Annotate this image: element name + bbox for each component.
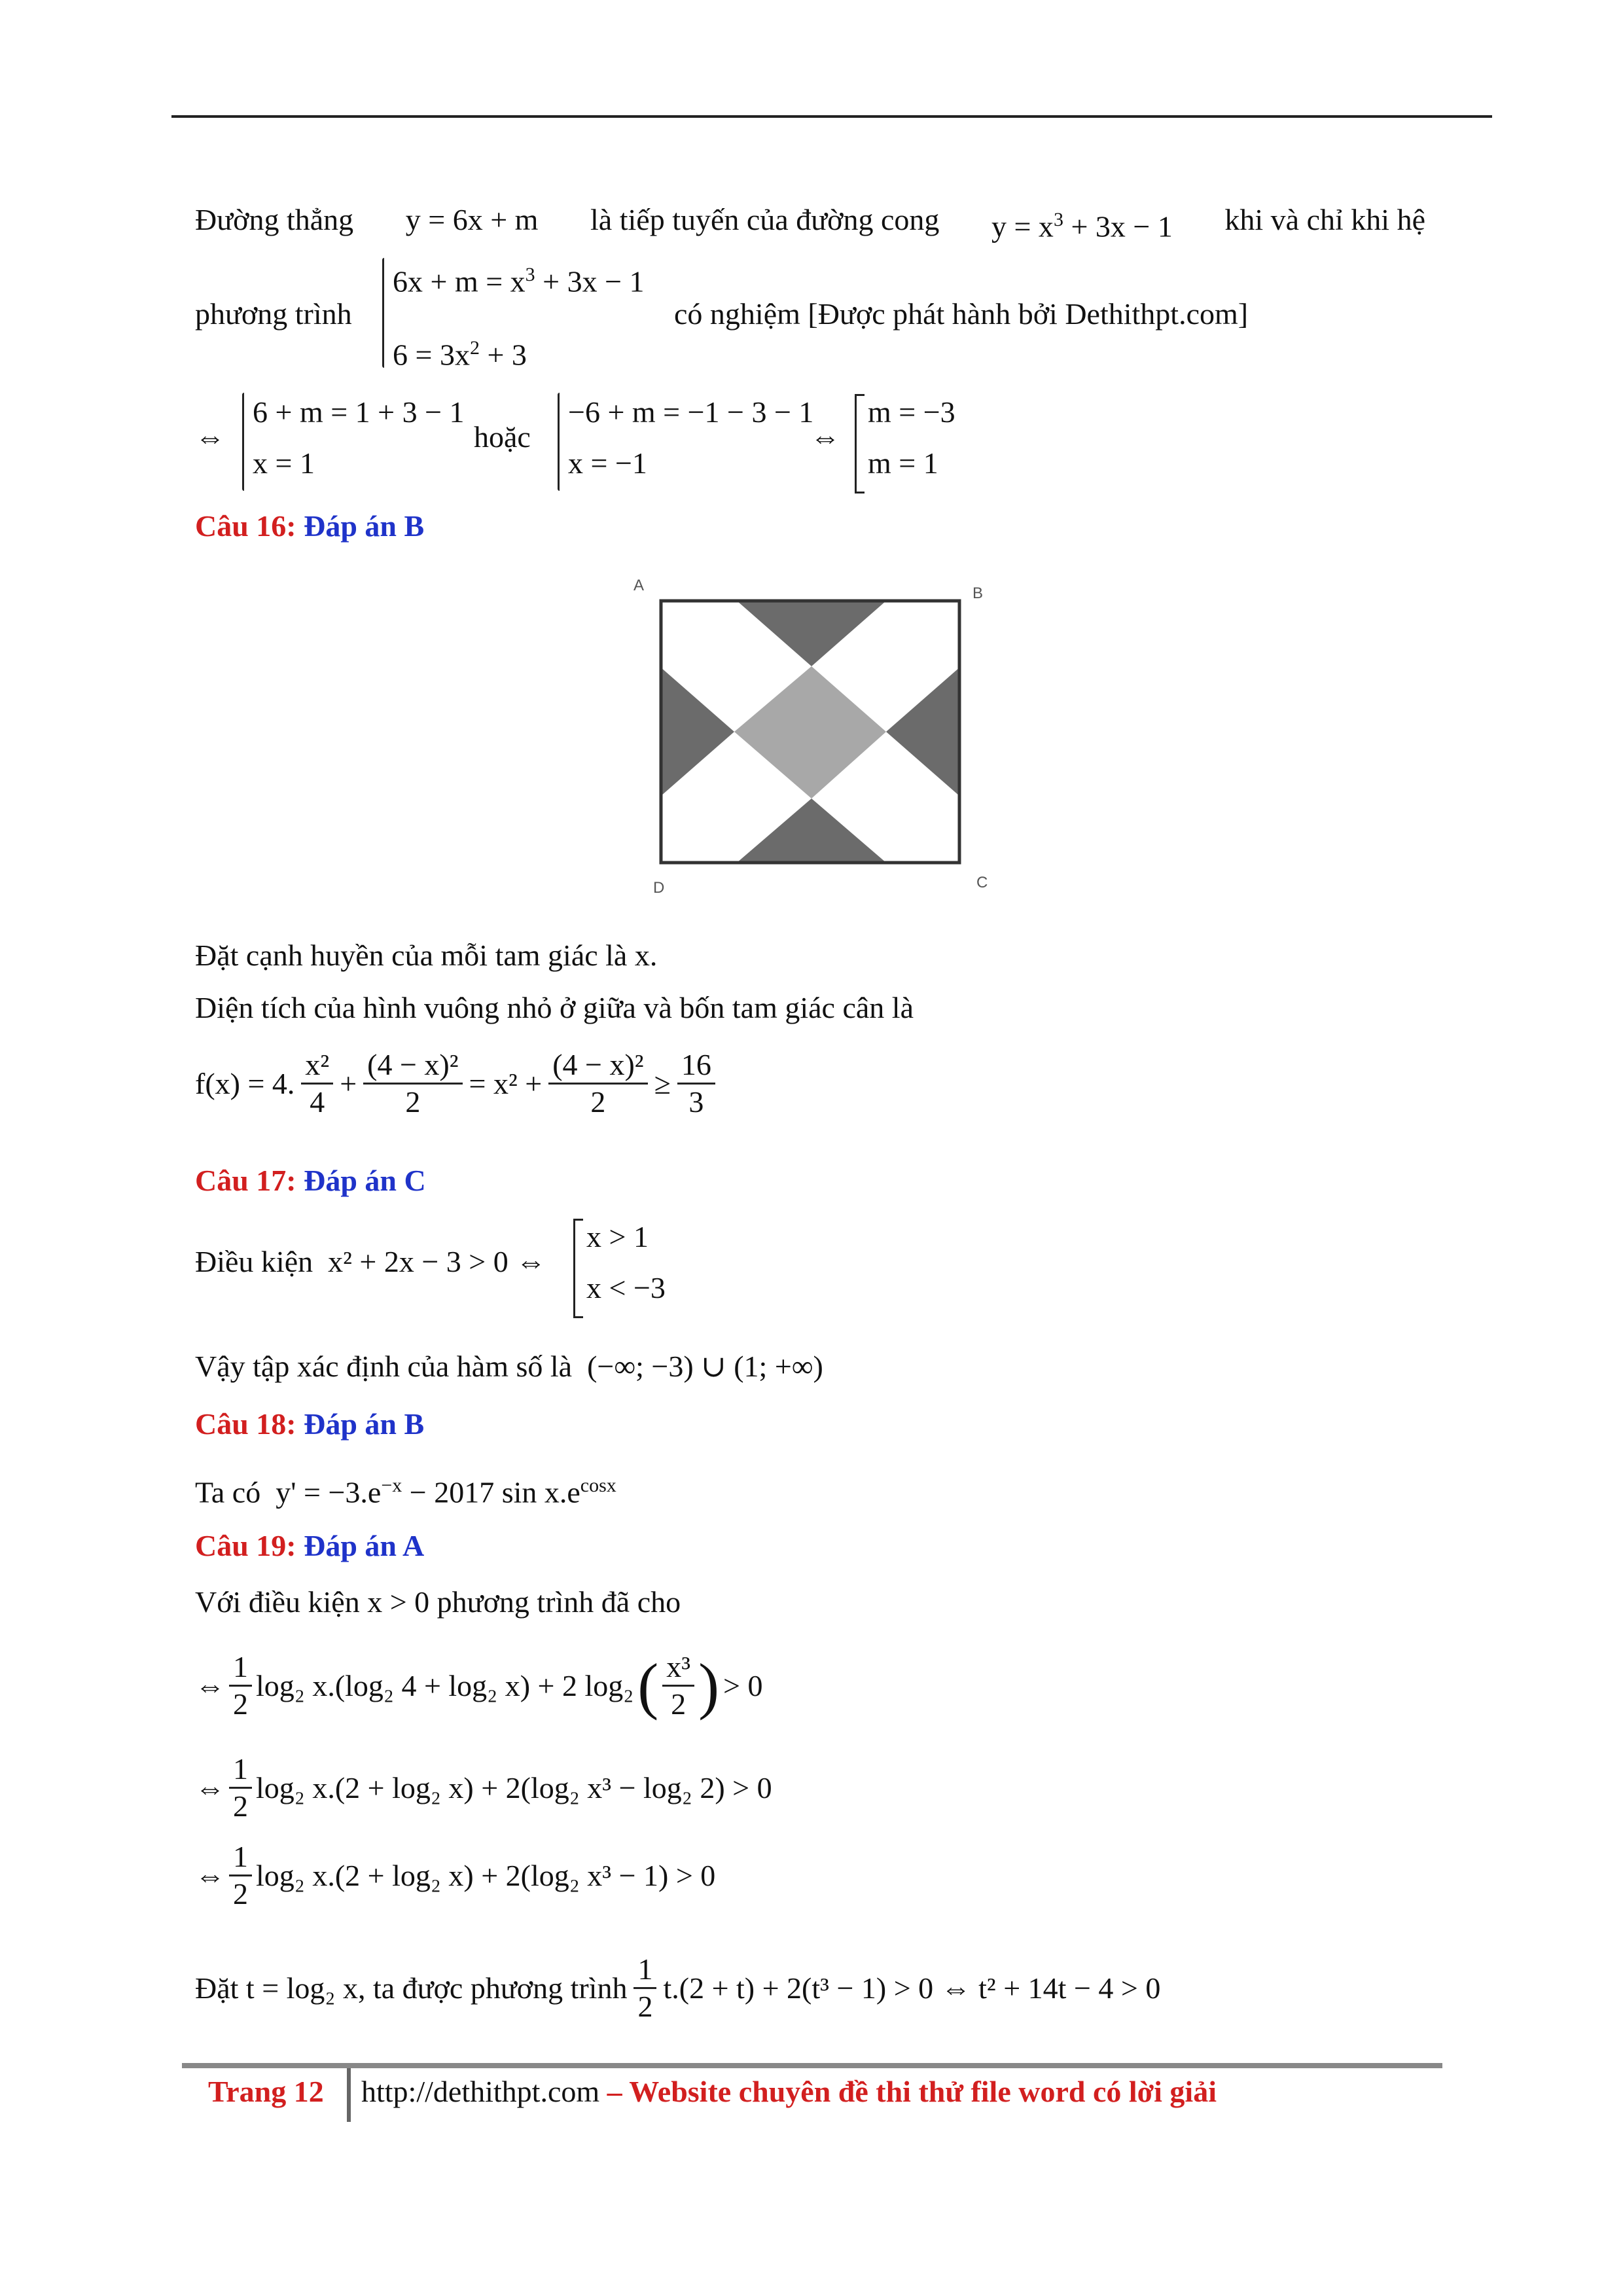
square-diagram	[630, 576, 996, 897]
footer-divider	[347, 2068, 351, 2122]
line1-c: khi và chỉ khi hệ	[1224, 203, 1425, 236]
or-text: hoặc	[474, 420, 531, 454]
q18-derivative: Ta có $y' = -3.e^{-x} - 2017$ $\sin x.e^{cosx}$	[195, 1475, 616, 1509]
q17-condition: Điều kiện x² + 2x − 3 > 0 ⇔	[195, 1245, 546, 1278]
q17-bracket	[573, 1219, 583, 1318]
line1-b: là tiếp tuyến của đường cong	[590, 203, 940, 236]
question-16-heading: Câu 16: Đáp án B	[195, 509, 425, 543]
system1-row1: $6x + m = x^3 + 3x - 1$	[393, 264, 645, 298]
label-D: D	[653, 879, 665, 897]
equiv-arrow-1: ⇔	[195, 420, 225, 454]
label-B: B	[972, 584, 984, 602]
q19-step-1: ⇔ $\frac{1}{2}$ log₂ x.(log₂ 4 + log₂ x) + 2 log₂ ( $\frac{\text{x³}}{2}$ ) > 0	[195, 1650, 763, 1721]
square-figure	[630, 576, 996, 897]
systemB-row2: x = −1	[568, 446, 647, 480]
system-brace-1	[382, 258, 384, 368]
footer-slogan: – Website chuyên đề thi thử file word có lời giải	[607, 2075, 1217, 2108]
label-C: C	[976, 874, 988, 891]
q19-text: Với điều kiện x > 0 phương trình đã cho	[195, 1585, 681, 1619]
line1-eq1: y = 6x + m	[405, 203, 539, 236]
q19-step-2: ⇔ $\frac{1}{2}$ log₂ x.(2 + log₂ x) + 2(log₂ x³ − log₂ 2) > 0	[195, 1752, 772, 1823]
systemB-row1: −6 + m = −1 − 3 − 1	[568, 395, 814, 429]
line2-label: phương trình	[195, 297, 352, 331]
q16-text-1: Đặt cạnh huyền của mỗi tam giác là x.	[195, 939, 658, 972]
footer-rule	[182, 2063, 1442, 2068]
line1-eq2: $y = x^3 + 3x - 1$	[991, 209, 1173, 243]
system1-row2: $6 = 3x^2 + 3$	[393, 337, 527, 372]
result-row2: m = 1	[868, 446, 938, 480]
system-brace-3	[558, 393, 560, 491]
result-bracket	[855, 394, 865, 493]
q19-step-3: ⇔ $\frac{1}{2}$ log₂ x.(2 + log₂ x) + 2(log₂ x³ − 1) > 0	[195, 1840, 716, 1910]
line1-a: Đường thẳng	[195, 203, 354, 236]
footer-text	[361, 2073, 1217, 2110]
line2-tail: có nghiệm [Được phát hành bởi Dethithpt.com]	[674, 297, 1249, 331]
question-19-heading: Câu 19: Đáp án A	[195, 1529, 425, 1562]
label-A: A	[633, 577, 645, 594]
equiv-arrow-2: ⇔	[810, 420, 840, 454]
systemA-row2: x = 1	[253, 446, 315, 480]
q17-row2: x < −3	[586, 1271, 666, 1304]
footer-url[interactable]: http://dethithpt.com	[361, 2075, 600, 2108]
question-17-heading: Câu 17: Đáp án C	[195, 1164, 426, 1197]
result-row1: m = −3	[868, 395, 955, 429]
q17-domain: Vậy tập xác định của hàm số là (−∞; −3) ∪ (1; +∞)	[195, 1350, 823, 1383]
header-rule	[171, 115, 1492, 118]
text-line-1	[195, 202, 1425, 245]
q17-row1: x > 1	[586, 1220, 649, 1253]
q16-formula: f(x) = 4. $\frac{\text{x²}}{4}$ + $\frac{\text{(4 − x)²}}{2}$ = x² + $\frac{\text{(4 − x)²}}{2}$ ≥ $\frac{16}{3}$	[195, 1047, 715, 1120]
footer-page-label: Trang 12	[208, 2075, 324, 2108]
question-18-heading: Câu 18: Đáp án B	[195, 1407, 425, 1441]
systemA-row1: 6 + m = 1 + 3 − 1	[253, 395, 465, 429]
q16-text-2: Diện tích của hình vuông nhỏ ở giữa và bốn tam giác cân là	[195, 991, 914, 1024]
system-brace-2	[242, 393, 244, 491]
q19-substitution: Đặt t = log₂ x, ta được phương trình $\frac{1}{2}$ t.(2 + t) + 2(t³ − 1) > 0 ⇔ t² + 14t − 4 > 0	[195, 1952, 1161, 2023]
